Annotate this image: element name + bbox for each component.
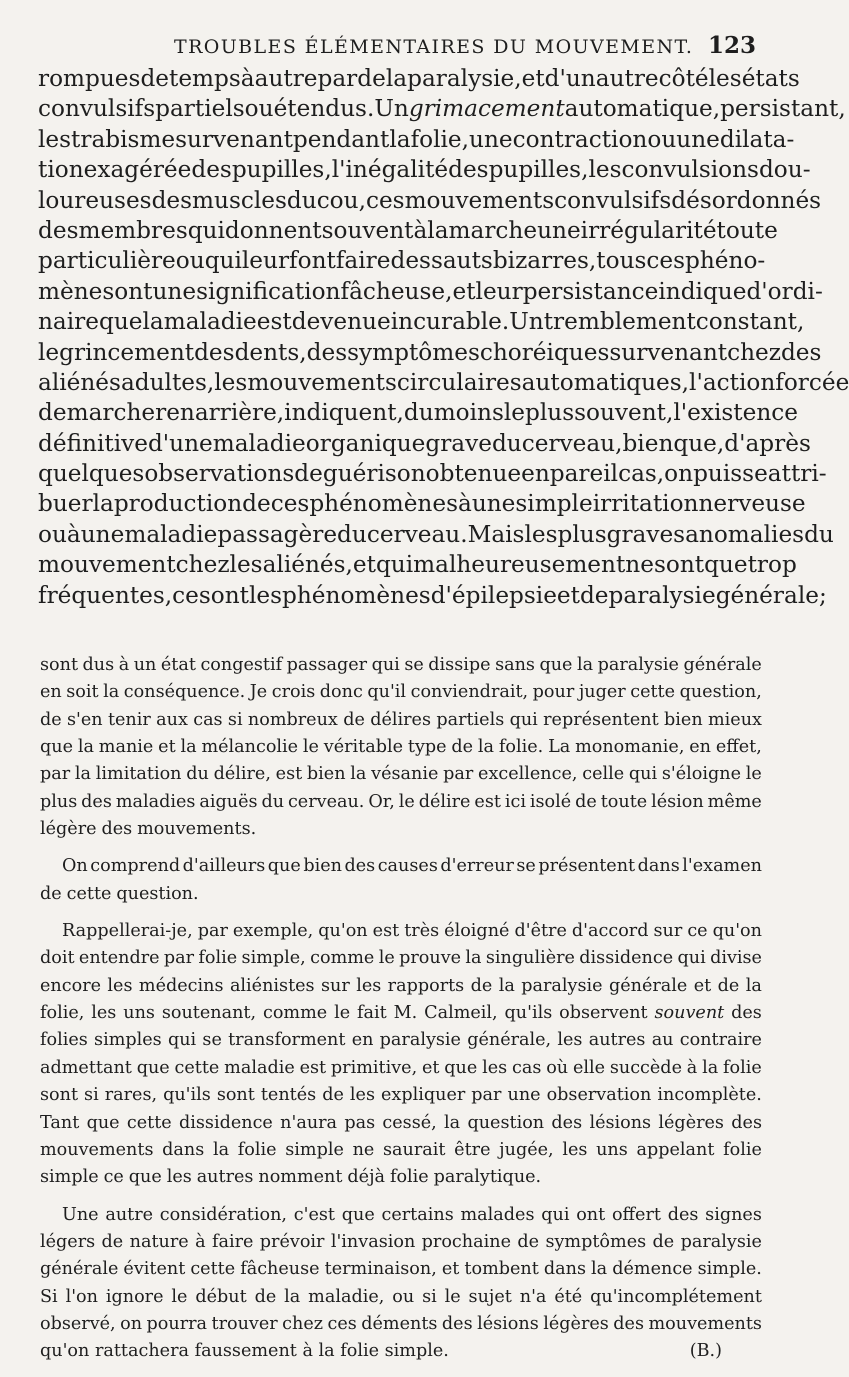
footnote-text-line: générale évitent cette fâcheuse terminaison, et tombent dans la démence simple. [40,1259,762,1280]
main-text-line: tion exagérée des pupilles, l'inégalité des pupilles, les convulsions dou- [38,156,811,184]
main-text-line: convulsifs partiels ou étendus. Un grimacement automatique, persistant, [38,95,846,123]
footnote-text-line: admettant que cette maladie est primitive, et que les cas où elle succède à la folie [40,1057,762,1078]
footnote-text-line: qu'on rattachera faussement à la folie simple. (B.) [40,1338,762,1365]
footnote-text-line: sont si rares, qu'ils sont tentés de les expliquer par une observation incomplète. [40,1085,762,1106]
main-text-line: des membres qui donnent souvent à la marche une irrégularité toute [38,216,778,244]
main-text-line: rompues de temps à autre par de la paralysie, et d'un autre côté les états [38,65,800,92]
main-text-line: de marcher en arrière, indiquent, du moins le plus souvent, l'existence [38,399,798,427]
main-text-line: définitive d'une maladie organique grave du cerveau, bien que, d'après [38,429,811,457]
footnote-text-line: par la limitation du délire, est bien la vésanie par excellence, celle qui s'éloigne le [40,764,762,785]
footnote-text-line: Une autre considération, c'est que certains malades qui ont offert des signes [62,1204,762,1225]
main-text-line: naire que la maladie est devenue incurable. Un tremblement constant, [38,308,805,336]
footnote-text-line: mouvements dans la folie simple ne saurait être jugée, les uns appelant folie [40,1139,762,1160]
footnote-text-line: que la manie et la mélancolie le véritable type de la folie. La monomanie, en effet, [40,737,762,758]
footnote-text-line: de s'en tenir aux cas si nombreux de délires partiels qui représentent bien mieux [40,709,762,730]
main-text-line: quelques observations de guérison obtenue en pareil cas, on puisse attri- [38,460,827,488]
main-text-line: le strabisme survenant pendant la folie, une contraction ou une dilata- [38,125,795,153]
footnote-signature: (B.) [689,1341,722,1362]
main-text-line: ou à une maladie passagère du cerveau. Mais les plus graves anomalies du [38,520,834,548]
footnote-text-line: de cette question. [40,883,199,904]
footnote-text-line: simple ce que les autres nomment déjà folie paralytique. [40,1167,542,1188]
main-text-line: loureuses des muscles du cou, ces mouvements convulsifs désordonnés [38,186,822,214]
footnote-text-line: folie, les uns soutenant, comme le fait M. Calmeil, qu'ils observent souvent des [40,1003,762,1024]
footnote-text-line: encore les médecins aliénistes sur les rapports de la paralysie générale et de la [40,975,762,996]
footnote-text [40,652,762,1366]
footnote-text-line: Rappellerai-je, par exemple, qu'on est très éloigné d'être d'accord sur ce qu'on [62,921,762,942]
footnote-text-line: légers de nature à faire prévoir l'invasion prochaine de symptômes de paralysie [40,1231,762,1252]
main-text-line: mouvement chez les aliénés, et qui malheureusement ne sont que trop [38,551,797,579]
main-body-text [38,64,849,611]
main-text-line: fréquentes, ce sont les phénomènes d'épilepsie et de paralysie générale ; [38,581,827,609]
footnote-text-line: légère des mouvements. [40,819,257,840]
main-text-line: aliénés adultes, les mouvements circulaires automatiques, l'action forcée [38,368,849,396]
main-text-line: mènes ont une signification fâcheuse, et leur persistance indique d'ordi- [38,277,823,305]
running-title: TROUBLES ÉLÉMENTAIRES DU MOUVEMENT. [174,36,694,58]
footnote-text-line: doit entendre par folie simple, comme le prouve la singulière dissidence qui divise [40,948,762,969]
footnote-text-line: sont dus à un état congestif passager qui se dissipe sans que la paralysie générale [40,655,762,675]
footnote-text-line: Si l'on ignore le début de la maladie, ou si le sujet n'a été qu'incomplétement [40,1286,762,1307]
footnote-text-line: On comprend d'ailleurs que bien des causes d'erreur se présentent dans l'examen [62,856,762,877]
footnote-text-line: plus des maladies aiguës du cerveau. Or, le délire est ici isolé de toute lésion même [40,791,762,812]
footnote-text-line: Tant que cette dissidence n'aura pas cessé, la question des lésions légères des [40,1112,762,1133]
footnote-text-line: observé, on pourra trouver chez ces déments des lésions légères des mouvements [40,1313,762,1334]
page-header [40,32,756,66]
main-text-line: le grincement des dents, des symptômes choréiques survenant chez des [38,338,822,366]
footnote-text-line: folies simples qui se transforment en paralysie générale, les autres au contraire [40,1030,762,1051]
footnote-text-line: en soit la conséquence. Je crois donc qu'il conviendrait, pour juger cette question, [40,682,762,703]
main-text-line: particulière ou qui leur font faire des sauts bizarres, tous ces phéno- [38,247,766,275]
main-text-line: buer la production de ces phénomènes à une simple irritation nerveuse [38,490,806,518]
page-number: 123 [707,32,756,59]
